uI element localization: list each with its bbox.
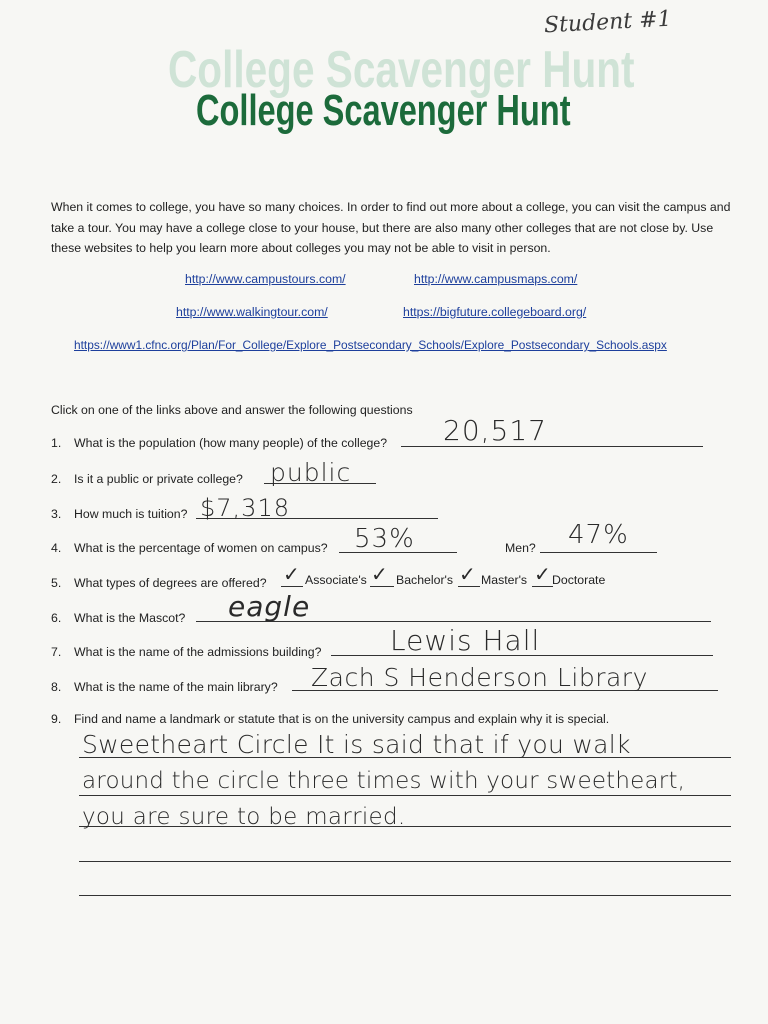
question-9	[51, 712, 609, 726]
link-walkingtour[interactable]: http://www.walkingtour.com/	[176, 305, 328, 319]
answer-8: Zach S Henderson Library	[311, 663, 648, 692]
answer-7: Lewis Hall	[390, 624, 541, 657]
answer-line-9d	[79, 861, 731, 862]
question-4	[51, 541, 328, 555]
question-6	[51, 611, 185, 625]
student-number-handwritten: Student #1	[543, 6, 673, 39]
question-5	[51, 576, 267, 590]
question-text: Is it a public or private college?	[74, 472, 243, 486]
answer-line-9b	[79, 795, 731, 796]
degree-associates: Associate's	[305, 573, 367, 587]
question-text: How much is tuition?	[74, 507, 188, 521]
degree-line-bachelors	[370, 586, 394, 587]
link-campustours[interactable]: http://www.campustours.com/	[185, 272, 346, 286]
question-text: What is the name of the main library?	[74, 680, 278, 694]
degree-line-associates	[281, 586, 303, 587]
link-campusmaps[interactable]: http://www.campusmaps.com/	[414, 272, 578, 286]
question-number: 3.	[51, 507, 62, 521]
question-number: 5.	[51, 576, 62, 590]
degree-masters: Master's	[481, 573, 528, 587]
degree-line-doctorate	[532, 586, 553, 587]
question-number: 7.	[51, 645, 62, 659]
question-text: What types of degrees are offered?	[74, 576, 267, 590]
answer-9-line-2: around the circle three times with your sweetheart,	[82, 768, 686, 794]
question-number: 9.	[51, 712, 62, 726]
intro-paragraph: When it comes to college, you have so many choices. In order to find out more about a college, you can visit the campus and take a tour. You may have a college close to your house, but there are also many other colleges that are not close by. Use these websites to help you learn more about colleges you may not be able to visit in person.	[51, 200, 731, 255]
degree-doctorate: Doctorate	[552, 573, 606, 587]
answer-3: $7,318	[200, 494, 290, 522]
question-number: 4.	[51, 541, 62, 555]
question-text: Find and name a landmark or statute that is on the university campus and explain why it is special.	[74, 712, 610, 726]
answer-1: 20,517	[443, 414, 547, 447]
answer-line-9e	[79, 895, 731, 896]
question-text: What is the percentage of women on campus?	[74, 541, 328, 555]
link-bigfuture[interactable]: https://bigfuture.collegeboard.org/	[403, 305, 587, 319]
question-2	[51, 472, 243, 486]
question-3	[51, 507, 187, 521]
question-number: 1.	[51, 436, 62, 450]
question-7	[51, 645, 321, 659]
title-shadow: College Scavenger Hunt	[168, 41, 635, 99]
answer-9-line-3: you are sure to be married.	[82, 804, 406, 830]
page-title: College Scavenger Hunt	[196, 86, 571, 135]
instructions: Click on one of the links above and answer the following questions	[51, 403, 413, 417]
question-1	[51, 436, 387, 450]
checkmark-icon: ✓	[459, 562, 476, 586]
question-number: 8.	[51, 680, 62, 694]
answer-9-line-1: Sweetheart Circle It is said that if you walk	[82, 730, 631, 759]
degree-line-masters	[458, 586, 480, 587]
question-text: What is the population (how many people) of the college?	[74, 436, 388, 450]
question-number: 2.	[51, 472, 62, 486]
checkmark-icon: ✓	[283, 562, 300, 586]
question-text: What is the name of the admissions building?	[74, 645, 322, 659]
checkmark-icon: ✓	[534, 562, 551, 586]
answer-4-men: 47%	[568, 520, 629, 550]
question-number: 6.	[51, 611, 62, 625]
answer-2: public	[270, 458, 352, 487]
checkmark-icon: ✓	[371, 562, 388, 586]
answer-4-women: 53%	[354, 524, 415, 554]
men-label: Men?	[505, 541, 536, 555]
question-8	[51, 680, 278, 694]
degree-bachelors: Bachelor's	[396, 573, 454, 587]
answer-line-4-men	[540, 552, 657, 553]
answer-6: eagle	[228, 590, 311, 623]
question-text: What is the Mascot?	[74, 611, 186, 625]
link-cfnc[interactable]: https://www1.cfnc.org/Plan/For_College/Explore_Postsecondary_Schools/Explore_Postsecondary_Schools.aspx	[74, 338, 667, 352]
